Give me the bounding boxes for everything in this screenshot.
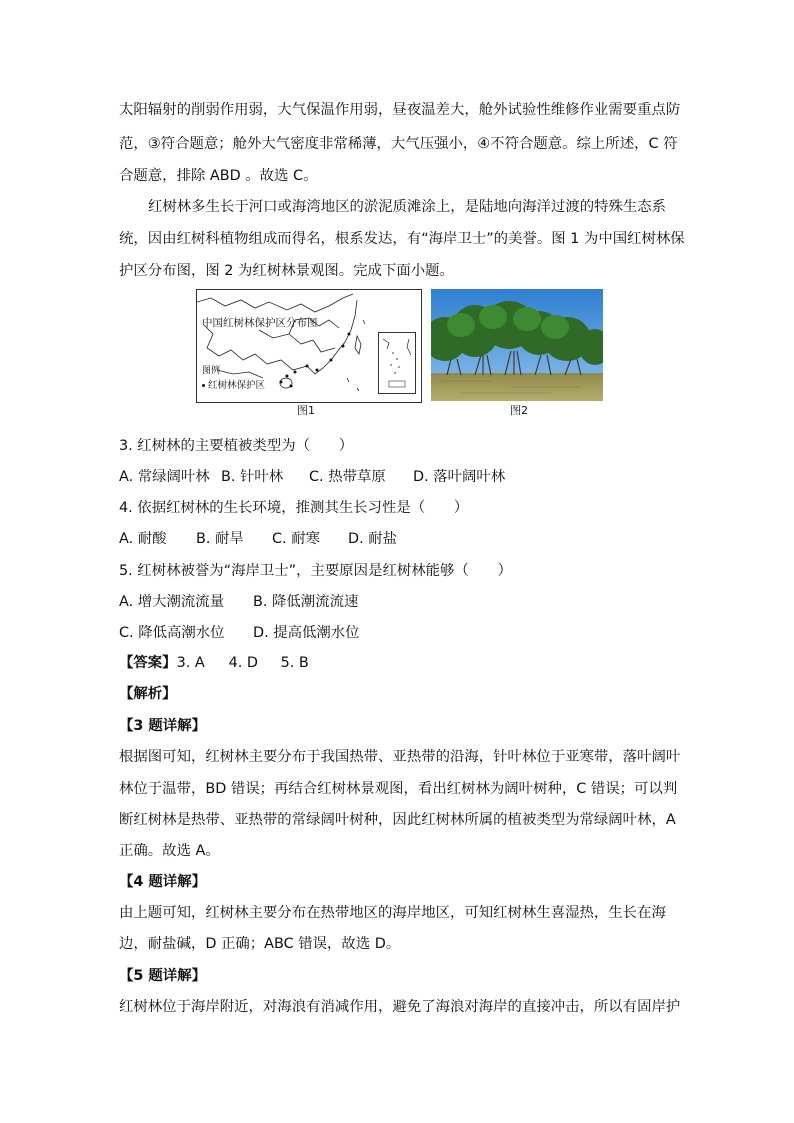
figure-1-map [196,289,422,403]
south-china-sea-inset [378,332,416,394]
q3-option-c[interactable]: C. 热带草原 [309,469,386,485]
q3-option-d[interactable]: D. 落叶阔叶林 [413,469,506,485]
intro-line-1: 太阳辐射的削弱作用弱，大气保温作用弱，昼夜温差大，舱外试验性维修作业需要重点防 [119,102,681,118]
figure-1-caption: 图1 [297,404,315,417]
question-3-stem: 3. 红树林的主要植被类型为（ ） [119,438,354,454]
intro-line-2: 范，③符合题意；舱外大气密度非常稀薄，大气压强小，④不符合题意。综上所述，C 符 [119,136,678,152]
q3-option-b[interactable]: B. 针叶林 [221,469,284,485]
answer-4: 4. D [228,655,258,671]
detail-4-line-1: 由上题可知，红树林主要分布在热带地区的海岸地区，可知红树林生喜湿热，生长在海 [119,905,666,921]
map-title: 中国红树林保护区分布图 [202,317,318,329]
q4-option-c[interactable]: C. 耐寒 [272,531,320,547]
question-5-options-row-1 [119,592,358,612]
question-4-stem: 4. 依据红树林的生长环境，推测其生长习性是（ ） [119,500,469,516]
inset-graphic [379,333,415,393]
q4-option-b[interactable]: B. 耐旱 [196,531,244,547]
legend-item-label: 红树林保护区 [208,380,266,391]
detail-4-line-2: 边，耐盐碱，D 正确；ABC 错误，故选 D。 [119,936,401,952]
question-5-stem: 5. 红树林被誉为“海岸卫士”，主要原因是红树林能够（ ） [119,563,512,579]
detail-3-line-2: 林位于温带，BD 错误；再结合红树林景观图，看出红树林为阔叶树种，C 错误；可以判 [119,781,678,797]
detail-3-line-1: 根据图可知，红树林主要分布于我国热带、亚热带的沿海，针叶林位于亚寒带，落叶阔叶 [119,749,681,765]
q5-option-d[interactable]: D. 提高低潮水位 [253,625,360,641]
detail-4-heading: 【4 题详解】 [119,874,206,890]
question-3-options [119,467,505,487]
passage-line-2: 统，因由红树科植物组成而得名，根系发达，有“海岸卫士”的美誉。图 1 为中国红树林保 [119,231,685,247]
answer-label: 【答案】 [119,655,177,671]
q4-option-a[interactable]: A. 耐酸 [119,531,167,547]
passage-line-1: 红树林多生长于河口或海湾地区的淤泥质滩涂上，是陆地向海洋过渡的特殊生态系 [148,199,667,215]
q5-option-a[interactable]: A. 增大潮流流量 [119,594,225,610]
detail-5-heading: 【5 题详解】 [119,968,206,984]
detail-3-line-3: 断红树林是热带、亚热带的常绿阔叶树种，因此红树林所属的植被类型为常绿阔叶林，A [119,812,676,828]
q5-option-c[interactable]: C. 降低高潮水位 [119,625,225,641]
question-5-options-row-2 [119,623,360,643]
legend-item [202,380,265,392]
mangrove-photo [431,289,603,401]
answer-line [119,653,309,673]
figure-2-caption: 图2 [510,404,528,417]
q3-option-a[interactable]: A. 常绿阔叶林 [119,469,210,485]
q4-option-d[interactable]: D. 耐盐 [348,531,398,547]
answer-5: 5. B [280,655,309,671]
detail-3-heading: 【3 题详解】 [119,718,206,734]
detail-5-line-1: 红树林位于海岸附近，对海浪有消减作用，避免了海浪对海岸的直接冲击，所以有固岸护 [119,999,681,1015]
legend-dot-icon [202,384,205,387]
legend-title: 图例 [202,366,221,376]
taiwan-island [355,336,361,354]
figure-2-photo [431,289,603,401]
analysis-label: 【解析】 [119,686,177,702]
q5-option-b[interactable]: B. 降低潮流流速 [253,594,359,610]
question-4-options [119,529,397,549]
passage-line-3: 护区分布图，图 2 为红树林景观图。完成下面小题。 [119,263,454,279]
detail-3-line-4: 正确。故选 A。 [119,843,220,859]
answer-3: 3. A [176,655,205,671]
intro-line-3: 合题意，排除 ABD 。故选 C。 [119,168,318,184]
